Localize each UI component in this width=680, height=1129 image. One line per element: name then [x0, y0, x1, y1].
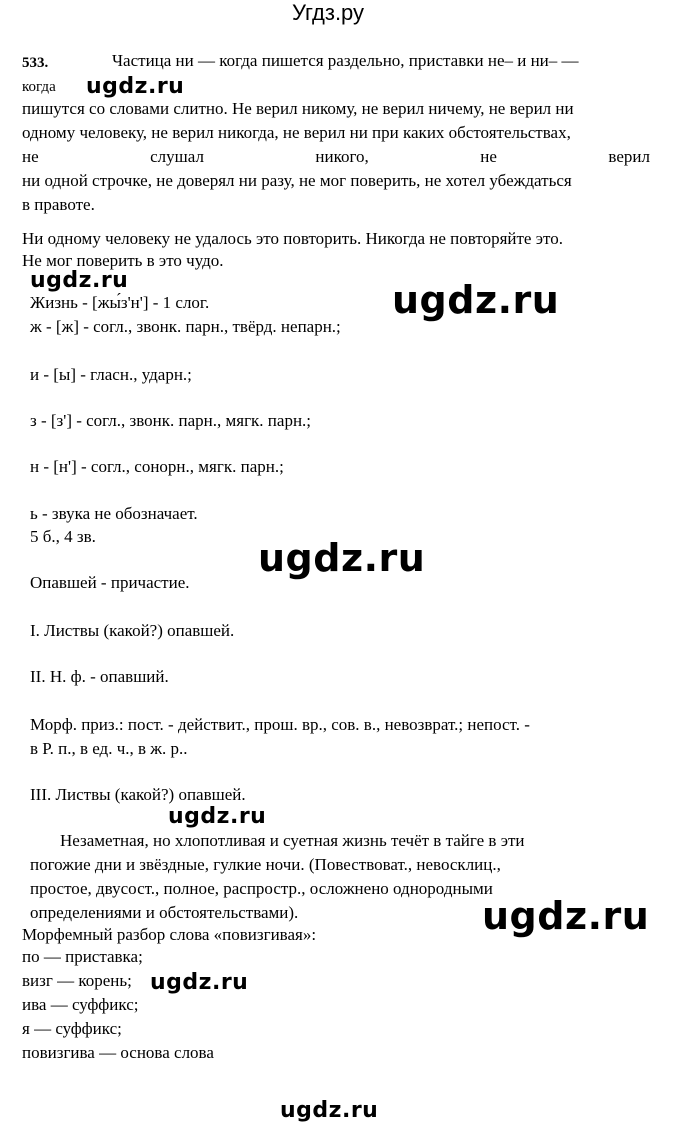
sentence-line: Незаметная, но хлопотливая и суетная жизнь течёт в тайге в эти: [60, 831, 525, 850]
morph-part2: II. Н. ф. - опавший.: [30, 667, 169, 686]
morph-title: Опавшей - причастие.: [30, 573, 190, 592]
phonetic-letter: н - [н'] - согл., сонорн., мягк. парн.;: [30, 457, 284, 476]
watermark: ugdz.ru: [168, 804, 267, 829]
footer-site[interactable]: ugdz.ru: [280, 1098, 379, 1123]
task-intro-cont: когда: [22, 79, 56, 95]
word: не: [22, 147, 39, 166]
watermark: ugdz.ru: [258, 536, 426, 580]
morpheme-title: Морфемный разбор слова «повизгивая»:: [22, 925, 317, 944]
sentence-line: простое, двусост., полное, распростр., осложнено однородными: [30, 879, 493, 898]
morpheme-item: визг — корень;: [22, 971, 132, 990]
word: слушал: [150, 147, 204, 166]
phonetic-summary: 5 б., 4 зв.: [30, 527, 96, 546]
task-line: пишутся со словами слитно. Не верил никому, не верил ничему, не верил ни: [22, 99, 574, 118]
phonetic-letter: ь - звука не обозначает.: [30, 504, 198, 523]
task-line: одному человеку, не верил никогда, не верил ни при каких обстоятельствах,: [22, 123, 571, 142]
watermark: ugdz.ru: [482, 894, 650, 938]
example-line: Не мог поверить в это чудо.: [22, 251, 224, 270]
watermark: ugdz.ru: [392, 278, 560, 322]
morph-part1: I. Листвы (какой?) опавшей.: [30, 621, 235, 640]
phonetic-letter: и - [ы] - гласн., ударн.;: [30, 365, 192, 384]
watermark: ugdz.ru: [30, 268, 129, 293]
phonetic-letter: ж - [ж] - согл., звонк. парн., твёрд. непарн.;: [30, 317, 341, 336]
task-line: ни одной строчке, не доверял ни разу, не мог поверить, не хотел убеждаться: [22, 171, 572, 190]
word: никого,: [315, 147, 369, 166]
task-line: в правоте.: [22, 195, 95, 214]
site-title[interactable]: Угдз.ру: [292, 0, 365, 25]
morpheme-item: я — суффикс;: [22, 1019, 122, 1038]
task-line-justified: [22, 146, 650, 168]
phonetic-word: Жизнь - [жы́з'н'] - 1 слог.: [30, 293, 210, 312]
example-line: Ни одному человеку не удалось это повторить. Никогда не повторяйте это.: [22, 229, 563, 248]
morpheme-item: ива — суффикс;: [22, 995, 139, 1014]
morph-features: Морф. приз.: пост. - действит., прош. вр., сов. в., невозврат.; непост. -: [30, 715, 530, 734]
task-number: 533.: [22, 55, 49, 71]
word: верил: [608, 147, 650, 166]
phonetic-letter: з - [з'] - согл., звонк. парн., мягк. парн.;: [30, 411, 312, 430]
morpheme-item: повизгива — основа слова: [22, 1043, 214, 1062]
morpheme-item: по — приставка;: [22, 947, 143, 966]
morph-part3: III. Листвы (какой?) опавшей.: [30, 785, 246, 804]
word: не: [480, 147, 497, 166]
sentence-line: определениями и обстоятельствами).: [30, 903, 299, 922]
task-intro: Частица ни — когда пишется раздельно, приставки не– и ни– —: [112, 51, 579, 70]
watermark: ugdz.ru: [150, 970, 249, 995]
morph-features: в Р. п., в ед. ч., в ж. р..: [30, 739, 188, 758]
sentence-line: погожие дни и звёздные, гулкие ночи. (Повествоват., невосклиц.,: [30, 855, 501, 874]
watermark: ugdz.ru: [86, 74, 185, 99]
